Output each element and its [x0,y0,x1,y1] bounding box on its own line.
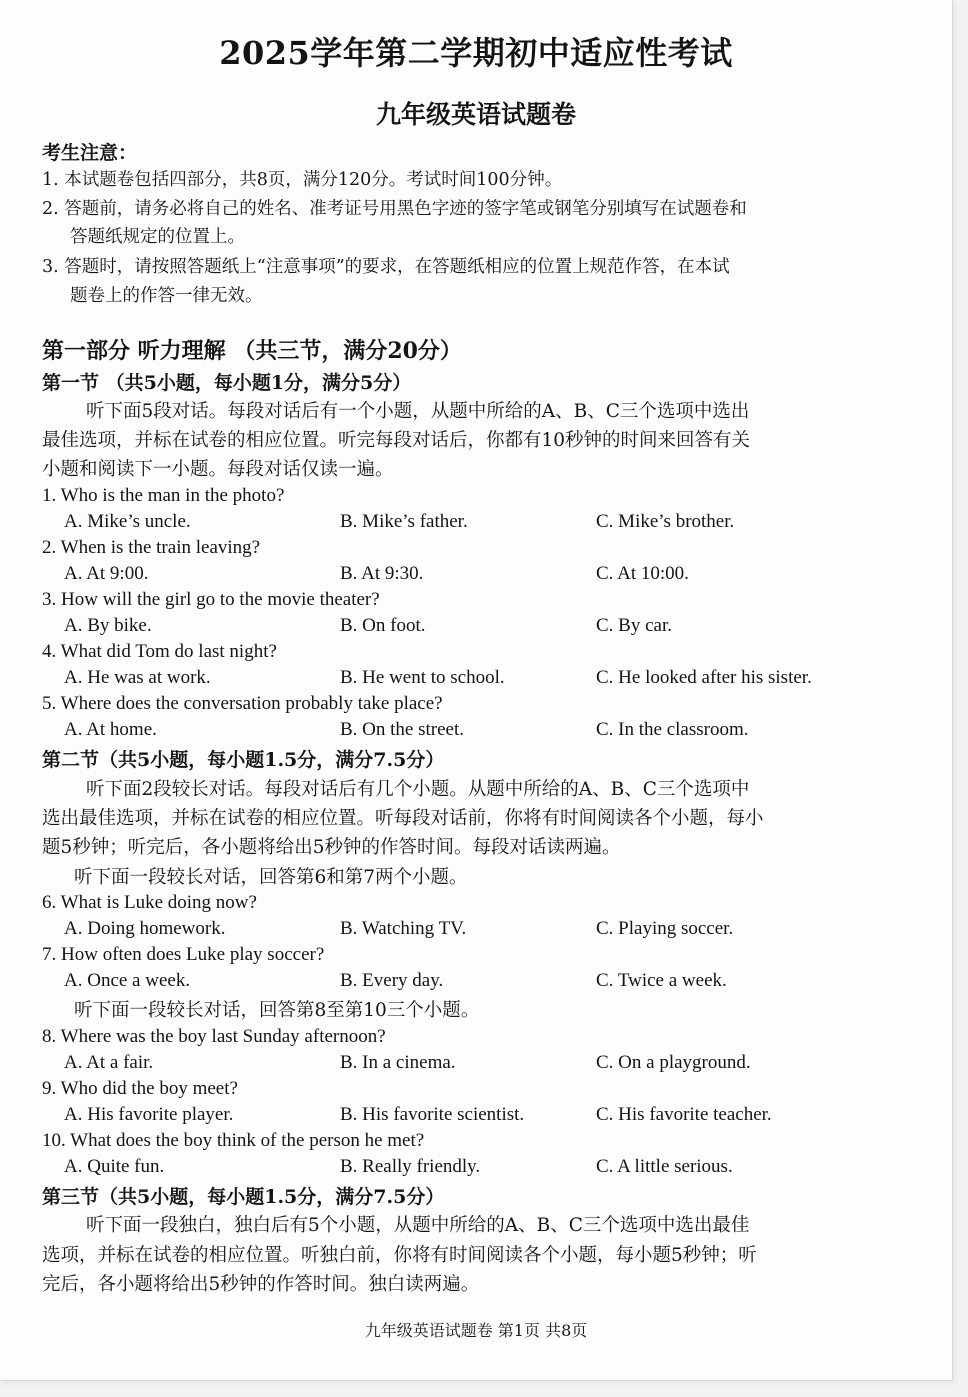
section2-instruction: 题5秒钟；听完后，各小题将给出5秒钟的作答时间。每段对话读两遍。 [42,837,621,858]
section3-instruction: 听下面一段独白，独白后有5个小题，从题中所给的A、B、C三个选项中选出最佳 [86,1215,750,1236]
part1-heading: 第一部分 听力理解 （共三节，满分20分） [42,338,462,364]
section2-instruction: 选出最佳选项，并标在试卷的相应位置。听每段对话前，你将有时间阅读各个小题，每小 [42,808,764,829]
option-c: C. At 10:00. [596,563,689,584]
option-a: A. At home. [64,719,157,740]
option-a: A. He was at work. [64,667,211,688]
notice-line: 题卷上的作答一律无效。 [70,286,263,306]
question-text: 6. What is Luke doing now? [42,892,257,913]
option-b: B. In a cinema. [340,1052,456,1073]
option-a: A. At 9:00. [64,563,149,584]
option-b: B. At 9:30. [340,563,424,584]
section1-instruction: 听下面5段对话。每段对话后有一个小题，从题中所给的A、B、C三个选项中选出 [86,401,750,422]
option-a: A. By bike. [64,615,152,636]
section1-instruction: 小题和阅读下一小题。每段对话仅读一遍。 [42,459,394,480]
option-c: C. On a playground. [596,1052,751,1073]
question-text: 4. What did Tom do last night? [42,641,277,662]
section2-instruction: 听下面2段较长对话。每段对话后有几个小题。从题中所给的A、B、C三个选项中 [86,779,750,800]
option-b: B. Every day. [340,970,444,991]
option-c: C. Twice a week. [596,970,727,991]
question-text: 5. Where does the conversation probably take place? [42,693,443,714]
dialogue-intro: 听下面一段较长对话，回答第8至第10三个小题。 [74,1000,480,1021]
question-text: 3. How will the girl go to the movie theater? [42,589,380,610]
question-text: 7. How often does Luke play soccer? [42,944,325,965]
question-text: 10. What does the boy think of the person he met? [42,1130,425,1151]
section3-heading: 第三节（共5小题，每小题1.5分，满分7.5分） [42,1186,445,1208]
option-a: A. Mike’s uncle. [64,511,191,532]
option-a: A. Once a week. [64,970,191,991]
notice-heading: 考生注意： [42,142,138,164]
question-text: 8. Where was the boy last Sunday afternoon? [42,1026,386,1047]
option-a: A. Quite fun. [64,1156,165,1177]
option-a: A. Doing homework. [64,918,226,939]
option-b: B. On the street. [340,719,465,740]
section3-instruction: 选项，并标在试卷的相应位置。听独白前，你将有时间阅读各个小题，每小题5秒钟；听 [42,1245,757,1266]
option-c: C. Playing soccer. [596,918,734,939]
page-title: 2025学年第二学期初中适应性考试 [219,34,733,72]
option-c: C. In the classroom. [596,719,749,740]
page-subtitle: 九年级英语试题卷 [375,100,576,129]
notice-line: 3. 答题时，请按照答题纸上“注意事项”的要求，在答题纸相应的位置上规范作答，在本试 [42,257,730,277]
section2-heading: 第二节（共5小题，每小题1.5分，满分7.5分） [42,749,445,771]
section1-instruction: 最佳选项，并标在试卷的相应位置。听完每段对话后，你都有10秒钟的时间来回答有关 [42,430,751,451]
question-text: 9. Who did the boy meet? [42,1078,238,1099]
option-b: B. Really friendly. [340,1156,481,1177]
dialogue-intro: 听下面一段较长对话，回答第6和第7两个小题。 [74,867,468,888]
option-b: B. He went to school. [340,667,505,688]
notice-line: 1. 本试题卷包括四部分，共8页，满分120分。考试时间100分钟。 [42,170,563,190]
page-footer: 九年级英语试题卷 第1页 共8页 [364,1321,588,1340]
option-b: B. On foot. [340,615,426,636]
section1-heading: 第一节 （共5小题，每小题1分，满分5分） [42,372,412,394]
option-b: B. Mike’s father. [340,511,468,532]
notice-line: 答题纸规定的位置上。 [70,227,245,247]
option-c: C. Mike’s brother. [596,511,735,532]
option-b: B. Watching TV. [340,918,467,939]
question-text: 2. When is the train leaving? [42,537,261,558]
option-c: C. His favorite teacher. [596,1104,772,1125]
option-c: C. By car. [596,615,672,636]
section3-instruction: 完后，各小题将给出5秒钟的作答时间。独白读两遍。 [42,1274,480,1295]
notice-line: 2. 答题前，请务必将自己的姓名、准考证号用黑色字迹的签字笔或钢笔分别填写在试题卷和 [42,199,747,219]
option-b: B. His favorite scientist. [340,1104,525,1125]
option-c: C. A little serious. [596,1156,733,1177]
option-a: A. His favorite player. [64,1104,234,1125]
option-c: C. He looked after his sister. [596,667,812,688]
question-text: 1. Who is the man in the photo? [42,485,285,506]
option-a: A. At a fair. [64,1052,154,1073]
